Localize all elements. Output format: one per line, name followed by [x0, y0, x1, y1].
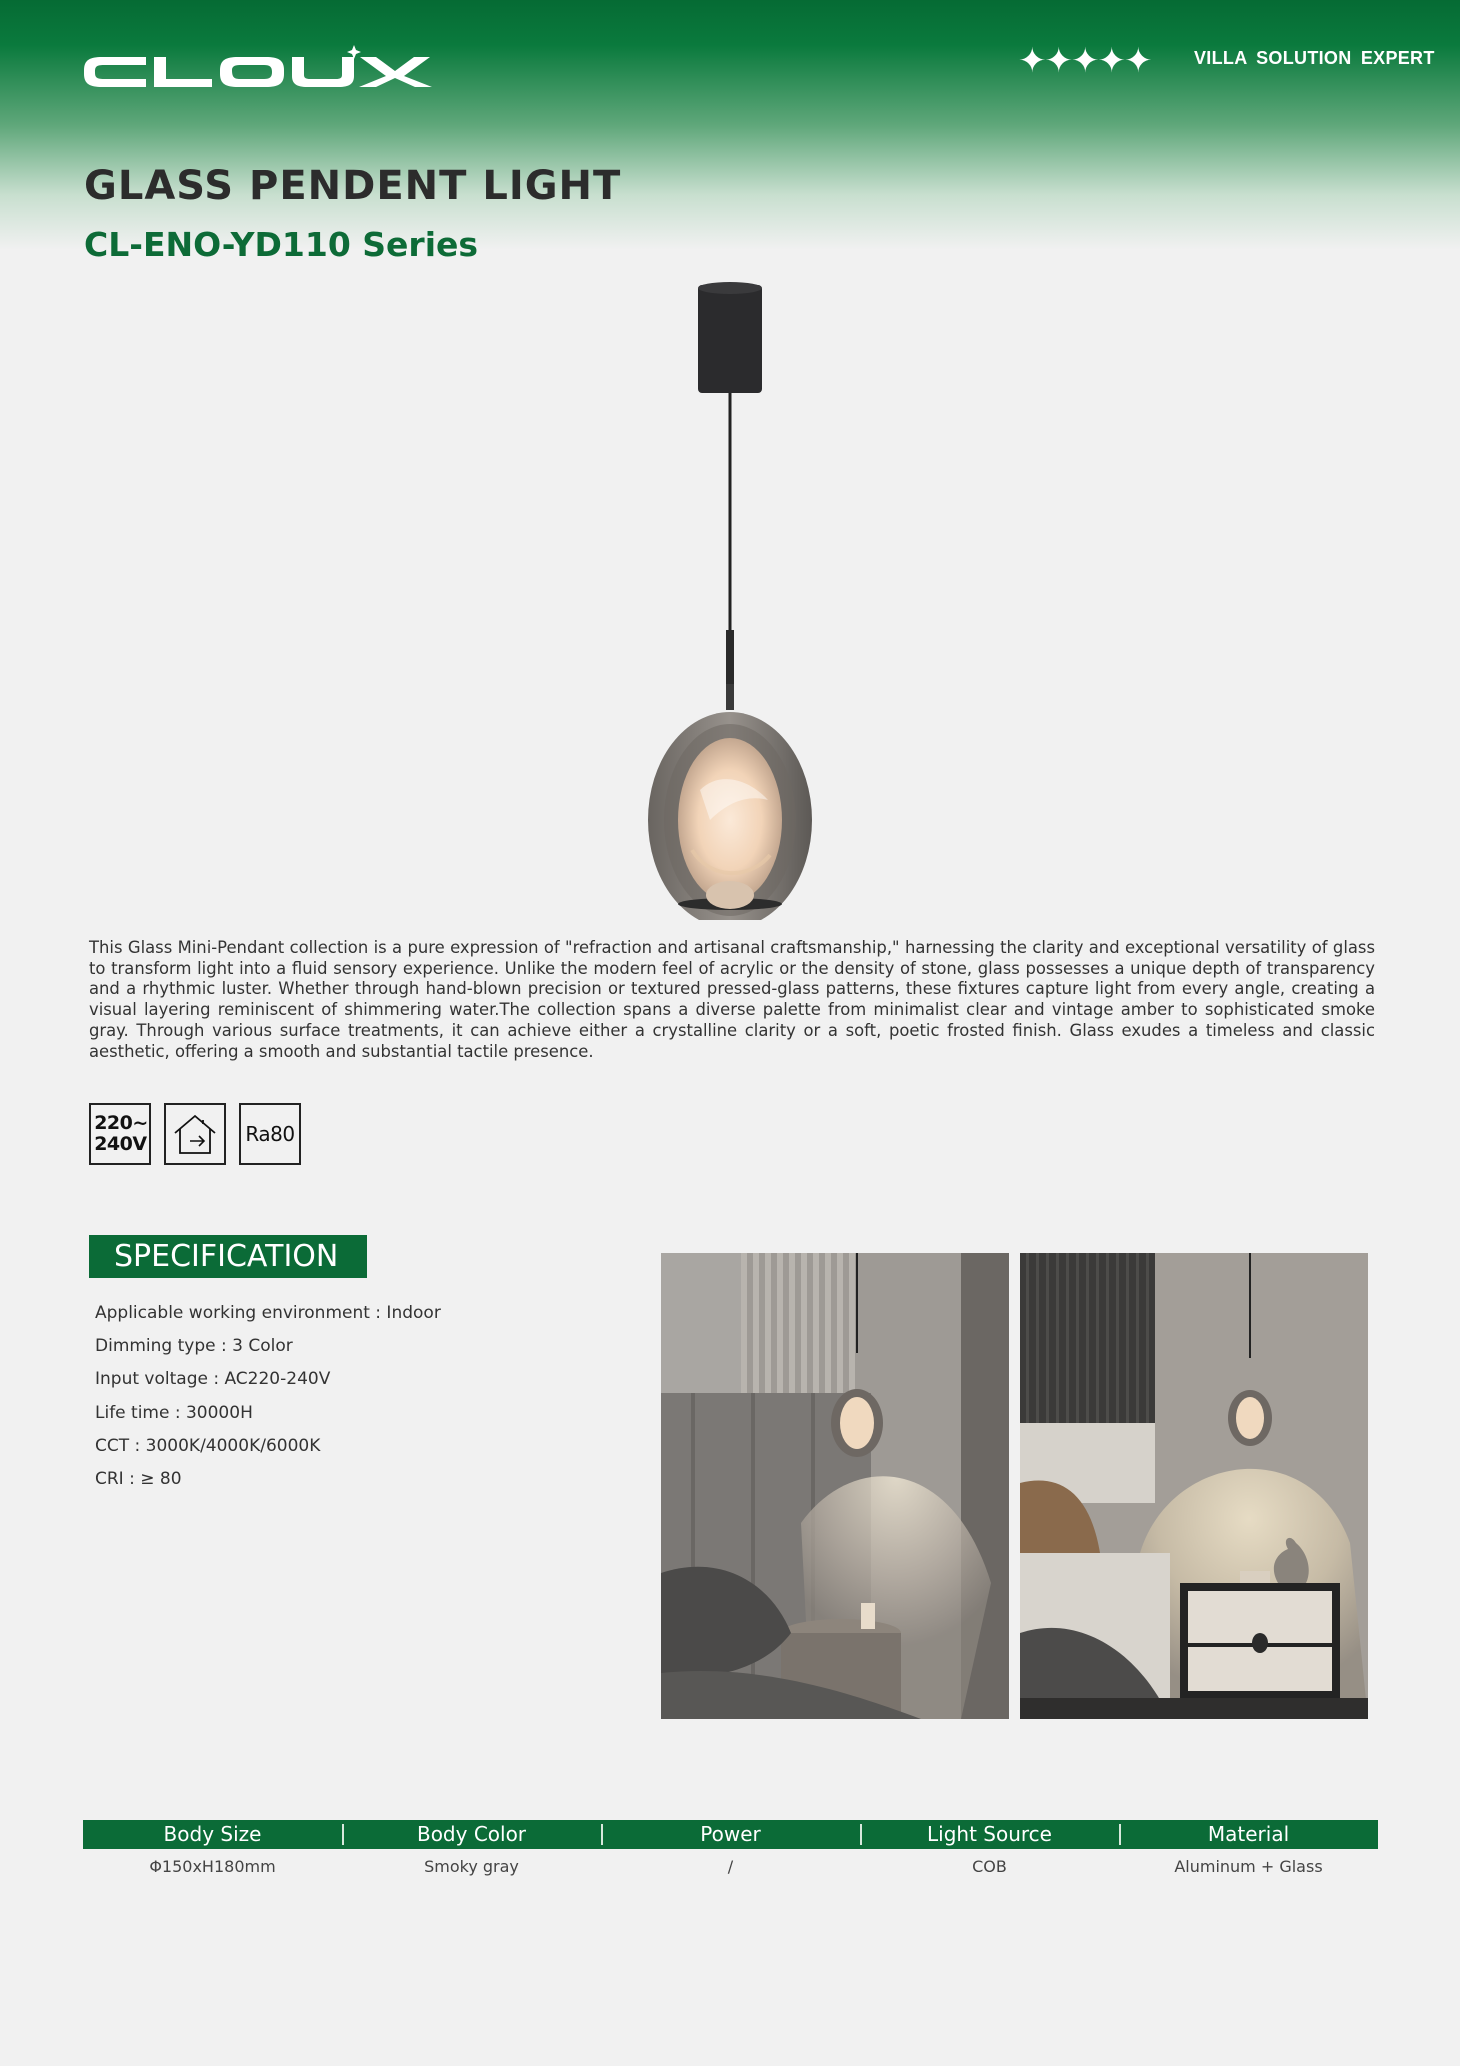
cell-body-size: Φ150xH180mm: [149, 1857, 276, 1876]
voltage-line2: 240V: [94, 1133, 147, 1155]
spec-item: CCT : 3000K/4000K/6000K: [95, 1435, 321, 1456]
product-description: This Glass Mini-Pendant collection is a pure expression of "refraction and artisanal craftsmanship," harnessing the clarity and exceptional versatility of glass to transform light into a fluid sensory experience. Unlike the modern feel of acrylic or the density of stone, glass possesses a unique depth of transparency and a rhythmic luster. Whether through hand-blown precision or textured pressed-glass patterns, these fixtures capture light from every angle, creating a visual layering reminiscent of shimmering water.The collection spans a diverse palette from minimalist clear and vintage amber to sophisticated smoke gray. Through various surface treatments, it can achieve either a crystalline clarity or a soft, poetic frosted finish. Glass exudes a timeless and classic aesthetic, offering a smooth and substantial tactile presence.: [89, 938, 1375, 1061]
header-banner: [0, 0, 1460, 250]
cell-power: /: [727, 1857, 734, 1876]
brand-tagline: VILLA SOLUTION EXPERT: [1194, 48, 1435, 68]
spec-item: Input voltage : AC220-240V: [95, 1369, 331, 1390]
product-table: [83, 1820, 1378, 1876]
rating-stars-icon: ✦✦✦✦✦: [1018, 41, 1151, 81]
header-material: Material: [1119, 1820, 1378, 1849]
feature-badges: [89, 1103, 301, 1165]
spec-item: Dimming type : 3 Color: [95, 1336, 293, 1357]
pendant-light-image: [630, 280, 830, 920]
spec-item: CRI : ≥ 80: [95, 1468, 182, 1489]
table-header: [83, 1820, 1378, 1849]
product-title: GLASS PENDENT LIGHT: [84, 163, 622, 209]
table-row: [83, 1857, 1378, 1876]
specification-list: [95, 1302, 441, 1501]
specification-heading: SPECIFICATION: [89, 1235, 367, 1278]
bedroom-photo-left: [661, 1253, 1009, 1719]
cri-badge: Ra80: [239, 1103, 301, 1165]
voltage-badge: [89, 1103, 151, 1165]
cell-light-source: COB: [972, 1857, 1007, 1876]
spec-item: Applicable working environment : Indoor: [95, 1303, 441, 1323]
brand-logo: [84, 40, 436, 102]
header-power: Power: [601, 1820, 860, 1849]
product-series: CL-ENO-YD110 Series: [84, 225, 479, 264]
voltage-line1: 220~: [94, 1112, 148, 1134]
bedroom-photo-right: [1020, 1253, 1368, 1719]
header-body-color: Body Color: [342, 1820, 601, 1849]
spec-item: Life time : 30000H: [95, 1402, 253, 1423]
cell-body-color: Smoky gray: [424, 1857, 519, 1876]
cell-material: Aluminum + Glass: [1174, 1857, 1323, 1876]
house-indoor-icon: [164, 1103, 226, 1165]
header-body-size: Body Size: [163, 1822, 262, 1846]
header-light-source: Light Source: [860, 1820, 1119, 1849]
